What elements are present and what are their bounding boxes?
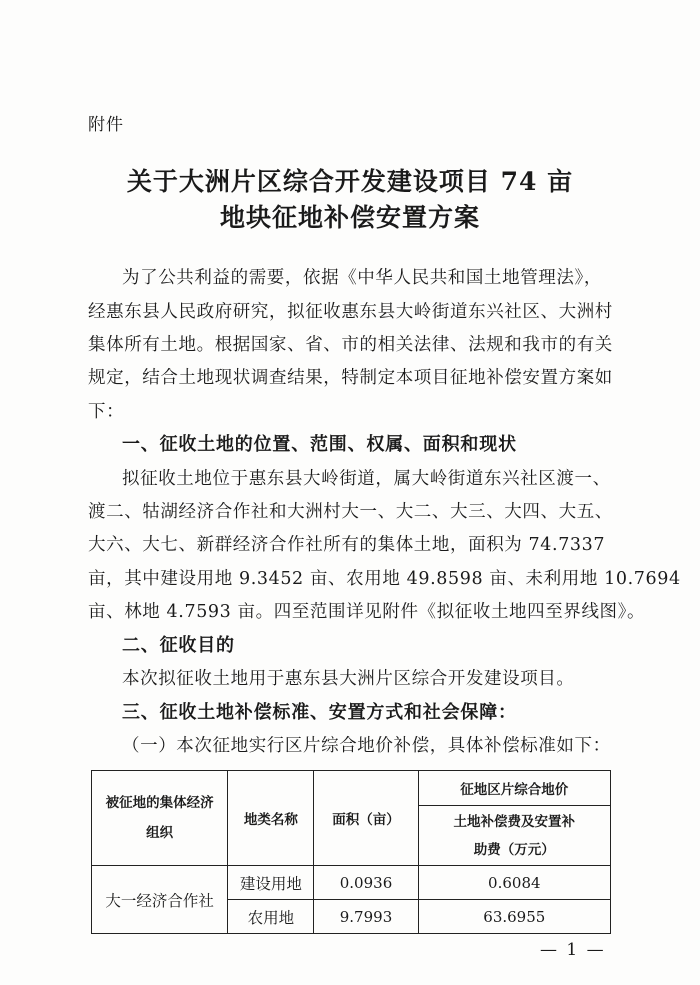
section-1-line-5: 亩、林地 4.7593 亩。四至范围详见附件《拟征收土地四至界线图》。: [88, 602, 646, 622]
section-1-line-1: 拟征收土地位于惠东县大岭街道，属大岭街道东兴社区渡一、: [122, 469, 611, 489]
document-title-line-2: 地块征地补偿安置方案: [219, 203, 480, 232]
intro-line-3: 集体所有土地。根据国家、省、市的相关法律、法规和我市的有关: [88, 335, 613, 355]
cell-area: 0.0936: [314, 866, 418, 900]
intro-line-2: 经惠东县人民政府研究，拟征收惠东县大岭街道东兴社区、大洲村: [88, 302, 613, 322]
section-1-line-2: 渡二、牯湖经济合作社和大洲村大一、大二、大三、大四、大五、: [88, 502, 613, 522]
attachment-label: 附件: [88, 115, 124, 135]
intro-line-1: 为了公共利益的需要，依据《中华人民共和国土地管理法》，: [122, 268, 602, 288]
page-number: — 1 —: [540, 940, 606, 960]
header-compensation-fee: 土地补偿费及安置补助费（万元）: [418, 806, 610, 866]
header-land-type: 地类名称: [228, 771, 314, 866]
section-3-heading: 三、征收土地补偿标准、安置方式和社会保障：: [122, 702, 517, 723]
section-1-line-4: 亩，其中建设用地 9.3452 亩、农用地 49.8598 亩、未利用地 10.7694: [88, 569, 681, 589]
section-2-line-1: 本次拟征收土地用于惠东县大洲片区综合开发建设项目。: [122, 669, 575, 689]
header-area: 面积（亩）: [314, 771, 418, 866]
cell-area: 9.7993: [314, 900, 418, 934]
document-title-line-1: 关于大洲片区综合开发建设项目 74 亩: [126, 167, 574, 196]
cell-org: 大一经济合作社: [92, 866, 228, 934]
header-price-group: 征地区片综合地价: [418, 771, 610, 806]
section-3-sub-1: （一）本次征地实行区片综合地价补偿，具体补偿标准如下：: [122, 736, 611, 756]
cell-price: 63.6955: [418, 900, 610, 934]
header-org: 被征地的集体经济组织: [92, 771, 228, 866]
section-1-line-3: 大六、大七、新群经济合作社所有的集体土地，面积为 74.7337: [88, 535, 606, 555]
section-2-heading: 二、征收目的: [122, 635, 235, 656]
intro-line-5: 下：: [88, 402, 125, 422]
cell-price: 0.6084: [418, 866, 610, 900]
table-row: [92, 866, 611, 900]
section-1-heading: 一、征收土地的位置、范围、权属、面积和现状: [122, 434, 517, 455]
compensation-table: [91, 770, 611, 934]
cell-land-type: 农用地: [228, 900, 314, 934]
intro-line-4: 规定，结合土地现状调查结果，特制定本项目征地补偿安置方案如: [88, 368, 613, 388]
cell-land-type: 建设用地: [228, 866, 314, 900]
